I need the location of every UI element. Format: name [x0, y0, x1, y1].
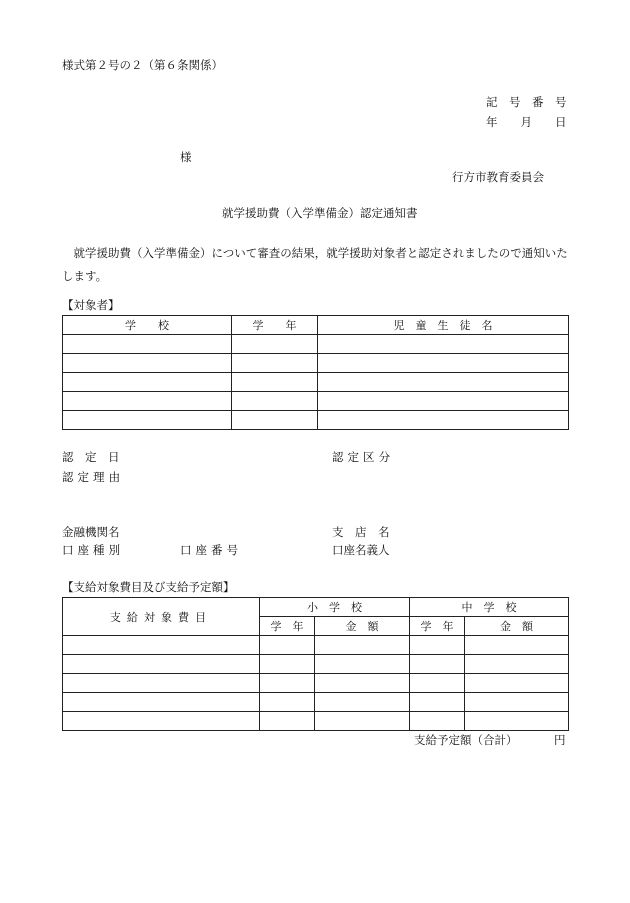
table-row — [63, 411, 569, 430]
table-row — [63, 354, 569, 373]
amount-cell[interactable] — [465, 674, 569, 693]
amount-cell[interactable] — [465, 655, 569, 674]
amount-cell[interactable] — [465, 636, 569, 655]
total-label: 支給予定額（合計） — [414, 733, 518, 747]
table-row — [63, 373, 569, 392]
payment-table — [62, 597, 569, 731]
target-table — [62, 315, 569, 430]
table-header-row — [63, 598, 569, 617]
school-header: 学 校 — [63, 316, 232, 335]
item-cell[interactable] — [63, 655, 260, 674]
approval-date-label: 認 定 日 — [62, 450, 120, 464]
student-name-header: 児 童 生 徒 名 — [318, 316, 569, 335]
amount-cell[interactable] — [315, 693, 410, 712]
account-type-label: 口座種別 — [62, 543, 125, 557]
grade-cell[interactable] — [410, 693, 465, 712]
table-row — [63, 392, 569, 411]
elementary-grade-header: 学 年 — [260, 617, 315, 636]
amount-cell[interactable] — [315, 655, 410, 674]
grade-cell[interactable] — [232, 354, 318, 373]
amount-cell[interactable] — [315, 712, 410, 731]
student-name-cell[interactable] — [318, 354, 569, 373]
junior-high-amount-header: 金 額 — [465, 617, 569, 636]
table-header-row — [63, 316, 569, 335]
approval-category-label: 認定区分 — [332, 450, 395, 464]
student-name-cell[interactable] — [318, 335, 569, 354]
record-number-label: 記 号 番 号 — [486, 95, 567, 109]
bank-name-label: 金融機関名 — [62, 525, 120, 539]
table-row — [63, 335, 569, 354]
school-cell[interactable] — [63, 392, 232, 411]
grade-cell[interactable] — [260, 655, 315, 674]
item-cell[interactable] — [63, 712, 260, 731]
item-header: 支給対象費目 — [63, 598, 260, 636]
grade-cell[interactable] — [260, 693, 315, 712]
grade-cell[interactable] — [410, 712, 465, 731]
grade-cell[interactable] — [260, 674, 315, 693]
form-number: 様式第２号の２（第６条関係） — [62, 58, 223, 72]
grade-cell[interactable] — [232, 411, 318, 430]
amount-cell[interactable] — [465, 712, 569, 731]
table-row — [63, 636, 569, 655]
payment-heading: 【支給対象費目及び支給予定額】 — [62, 580, 235, 594]
approval-reason-label: 認定理由 — [62, 470, 125, 484]
grade-cell[interactable] — [232, 373, 318, 392]
branch-name-label: 支 店 名 — [332, 525, 390, 539]
issuer: 行方市教育委員会 — [452, 170, 544, 184]
item-cell[interactable] — [63, 674, 260, 693]
grade-cell[interactable] — [410, 655, 465, 674]
grade-cell[interactable] — [260, 712, 315, 731]
addressee-suffix: 様 — [180, 150, 192, 164]
target-heading: 【対象者】 — [62, 298, 120, 312]
student-name-cell[interactable] — [318, 411, 569, 430]
account-holder-label: 口座名義人 — [332, 543, 390, 557]
student-name-cell[interactable] — [318, 373, 569, 392]
grade-cell[interactable] — [410, 636, 465, 655]
yen-label: 円 — [554, 733, 566, 747]
table-row — [63, 655, 569, 674]
school-cell[interactable] — [63, 411, 232, 430]
junior-high-grade-header: 学 年 — [410, 617, 465, 636]
item-cell[interactable] — [63, 693, 260, 712]
table-row — [63, 693, 569, 712]
date-label: 年 月 日 — [486, 115, 567, 129]
grade-cell[interactable] — [232, 335, 318, 354]
grade-header: 学 年 — [232, 316, 318, 335]
grade-cell[interactable] — [410, 674, 465, 693]
grade-cell[interactable] — [232, 392, 318, 411]
elementary-amount-header: 金 額 — [315, 617, 410, 636]
account-number-label: 口座番号 — [180, 543, 243, 557]
amount-cell[interactable] — [465, 693, 569, 712]
amount-cell[interactable] — [315, 636, 410, 655]
grade-cell[interactable] — [260, 636, 315, 655]
table-row — [63, 712, 569, 731]
school-cell[interactable] — [63, 373, 232, 392]
school-cell[interactable] — [63, 335, 232, 354]
table-row — [63, 674, 569, 693]
school-cell[interactable] — [63, 354, 232, 373]
junior-high-header: 中 学 校 — [410, 598, 569, 617]
student-name-cell[interactable] — [318, 392, 569, 411]
amount-cell[interactable] — [315, 674, 410, 693]
elementary-header: 小 学 校 — [260, 598, 410, 617]
notice-body: 就学援助費（入学準備金）について審査の結果，就学援助対象者と認定されましたので通知いたします。 — [62, 246, 568, 283]
document-title: 就学援助費（入学準備金）認定通知書 — [222, 206, 418, 220]
item-cell[interactable] — [63, 636, 260, 655]
